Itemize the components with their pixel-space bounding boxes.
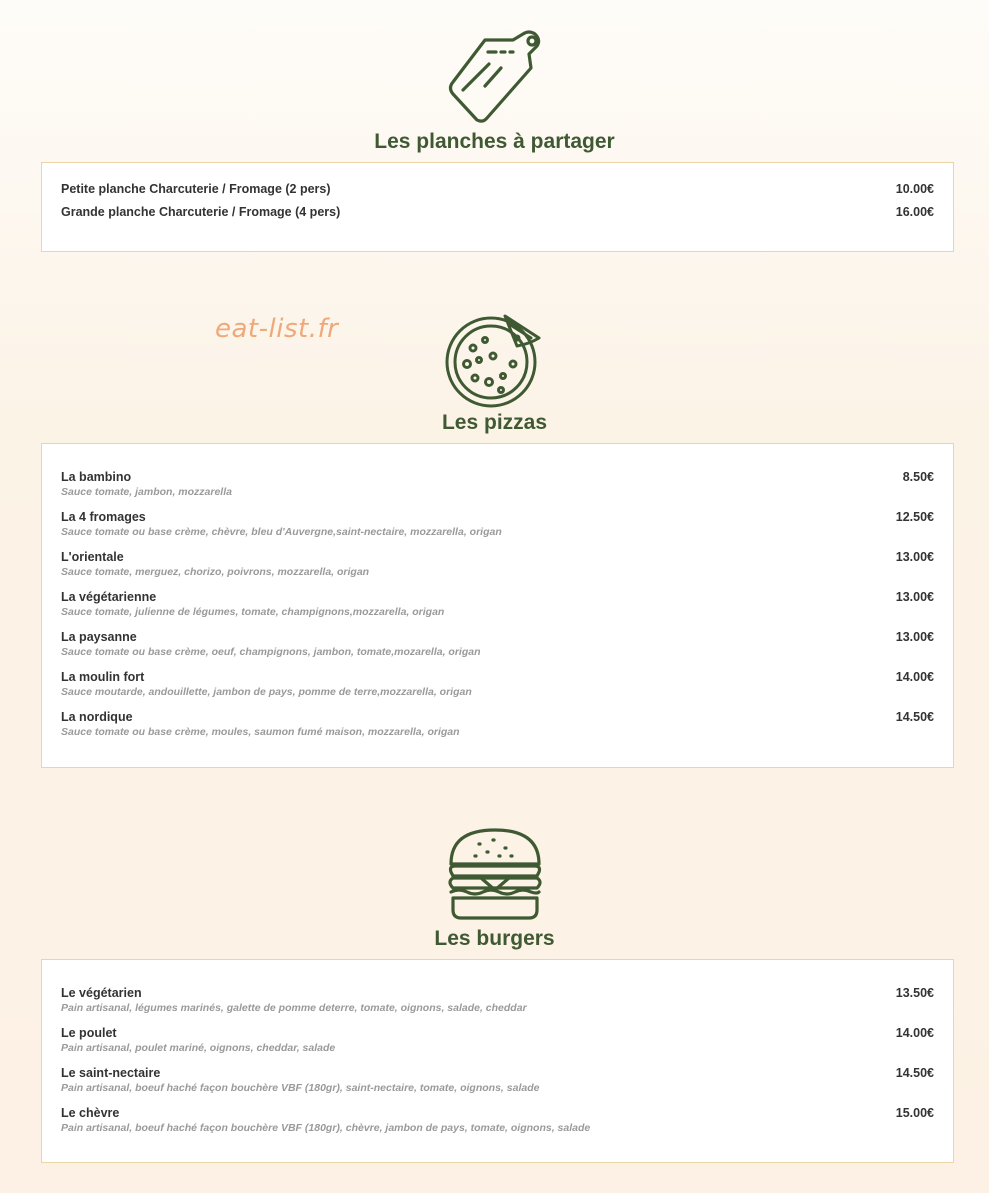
menu-item [61, 589, 934, 619]
menu-item [61, 469, 934, 499]
item-description: Sauce tomate ou base crème, oeuf, champignons, jambon, tomate,mozarella, origan [61, 646, 481, 658]
item-name: La 4 fromages [61, 510, 146, 524]
burgers-list [61, 985, 934, 1135]
pizzas-list [61, 469, 934, 739]
item-price: 14.00€ [895, 670, 934, 684]
item-description: Pain artisanal, poulet mariné, oignons, cheddar, salade [61, 1042, 336, 1054]
menu-item [61, 204, 934, 220]
item-name: La moulin fort [61, 670, 145, 684]
pizzas-menu-box [41, 443, 954, 768]
menu-item [61, 1105, 934, 1135]
section-title-burgers: Les burgers [434, 927, 555, 950]
item-description: Sauce tomate, jambon, mozzarella [61, 486, 232, 498]
burger-icon [445, 826, 545, 929]
item-description: Sauce moutarde, andouillette, jambon de pays, pomme de terre,mozzarella, origan [61, 686, 472, 698]
burgers-menu-box [41, 959, 954, 1163]
menu-item [61, 509, 934, 539]
planches-list [61, 181, 934, 220]
site-watermark: eat-list.fr [215, 314, 339, 344]
menu-item [61, 549, 934, 579]
item-price: 16.00€ [895, 205, 934, 219]
item-price: 14.50€ [895, 710, 934, 724]
item-name: Le chèvre [61, 1106, 120, 1120]
item-name: L'orientale [61, 550, 124, 564]
item-name: Le végétarien [61, 986, 142, 1000]
item-price: 8.50€ [902, 470, 934, 484]
item-name: Petite planche Charcuterie / Fromage (2 pers) [61, 182, 331, 196]
item-description: Pain artisanal, boeuf haché façon bouchère VBF (180gr), chèvre, jambon de pays, tomate, oignons, salade [61, 1122, 591, 1134]
item-name: La paysanne [61, 630, 137, 644]
item-price: 14.00€ [895, 1026, 934, 1040]
item-name: Le saint-nectaire [61, 1066, 161, 1080]
item-name: Grande planche Charcuterie / Fromage (4 pers) [61, 205, 341, 219]
item-price: 15.00€ [895, 1106, 934, 1120]
cutting-board-icon [443, 28, 547, 135]
item-description: Pain artisanal, légumes marinés, galette de pomme deterre, tomate, oignons, salade, cheddar [61, 1002, 527, 1014]
item-price: 13.00€ [895, 630, 934, 644]
item-price: 13.00€ [895, 550, 934, 564]
menu-item [61, 1025, 934, 1055]
menu-item [61, 629, 934, 659]
menu-item [61, 1065, 934, 1095]
item-description: Sauce tomate, julienne de légumes, tomate, champignons,mozzarella, origan [61, 606, 445, 618]
item-description: Sauce tomate ou base crème, chèvre, bleu d'Auvergne,saint-nectaire, mozzarella, origan [61, 526, 502, 538]
item-name: La bambino [61, 470, 132, 484]
item-name: La nordique [61, 710, 133, 724]
pizza-icon [443, 310, 547, 415]
section-title-pizzas: Les pizzas [441, 411, 548, 434]
menu-item [61, 985, 934, 1015]
item-price: 14.50€ [895, 1066, 934, 1080]
item-price: 13.50€ [895, 986, 934, 1000]
menu-item [61, 181, 934, 197]
item-description: Pain artisanal, boeuf haché façon bouchère VBF (180gr), saint-nectaire, tomate, oignons, salade [61, 1082, 540, 1094]
item-price: 13.00€ [895, 590, 934, 604]
item-price: 10.00€ [895, 182, 934, 196]
menu-item [61, 669, 934, 699]
item-name: La végétarienne [61, 590, 157, 604]
section-title-planches: Les planches à partager [374, 130, 615, 153]
item-description: Sauce tomate, merguez, chorizo, poivrons, mozzarella, origan [61, 566, 370, 578]
item-name: Le poulet [61, 1026, 117, 1040]
planches-menu-box [41, 162, 954, 252]
item-description: Sauce tomate ou base crème, moules, saumon fumé maison, mozzarella, origan [61, 726, 460, 738]
item-price: 12.50€ [895, 510, 934, 524]
menu-item [61, 709, 934, 739]
